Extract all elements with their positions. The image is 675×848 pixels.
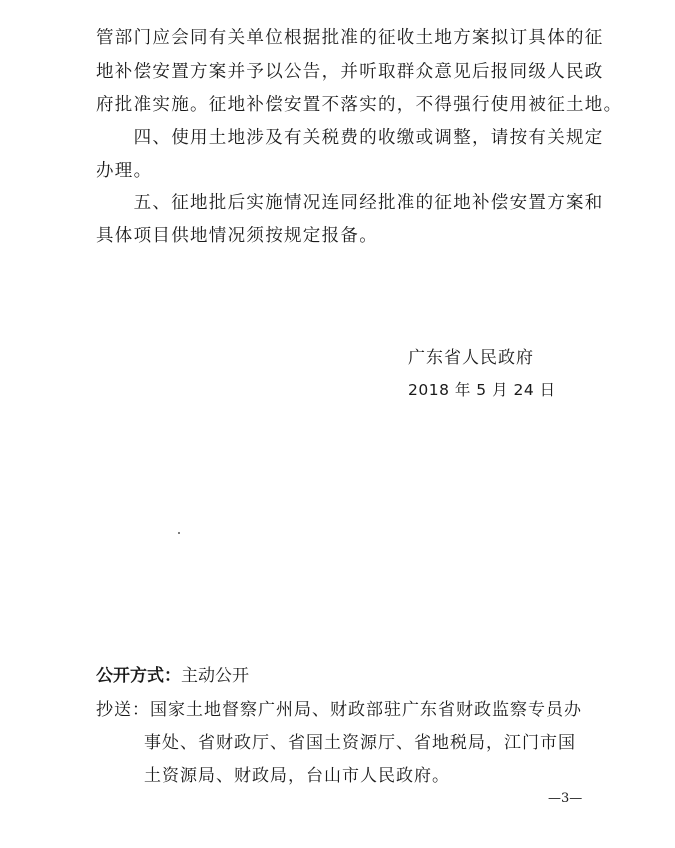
body-line: 地补偿安置方案并予以公告，并听取群众意见后报同级人民政: [96, 62, 604, 82]
body-line: 管部门应会同有关单位根据批准的征收土地方案拟订具体的征: [96, 28, 604, 48]
body-line: 五、征地批后实施情况连同经批准的征地补偿安置方案和: [96, 193, 604, 213]
cc-line: 事处、省财政厅、省国土资源厅、省地税局，江门市国: [144, 733, 576, 753]
cc-line: 土资源局、财政局，台山市人民政府。: [144, 766, 450, 786]
cc-line: [96, 698, 582, 722]
cc-text: 国家土地督察广州局、财政部驻广东省财政监察专员办: [150, 700, 582, 720]
cc-label: 抄送：: [96, 700, 150, 720]
signature-date: 2018 年 5 月 24 日: [408, 381, 556, 399]
scan-speck: [178, 532, 180, 534]
body-line: 具体项目供地情况须按规定报备。: [96, 226, 378, 246]
page-number: —3—: [548, 791, 583, 806]
disclosure-value: 主动公开: [181, 666, 249, 686]
signature-org: 广东省人民政府: [408, 348, 534, 368]
body-line: 府批准实施。征地补偿安置不落实的，不得强行使用被征土地。: [96, 95, 623, 115]
body-line: 四、使用土地涉及有关税费的收缴或调整，请按有关规定: [96, 128, 604, 148]
disclosure-line: [96, 664, 249, 688]
body-line: 办理。: [96, 161, 153, 181]
disclosure-label: 公开方式：: [96, 666, 181, 686]
